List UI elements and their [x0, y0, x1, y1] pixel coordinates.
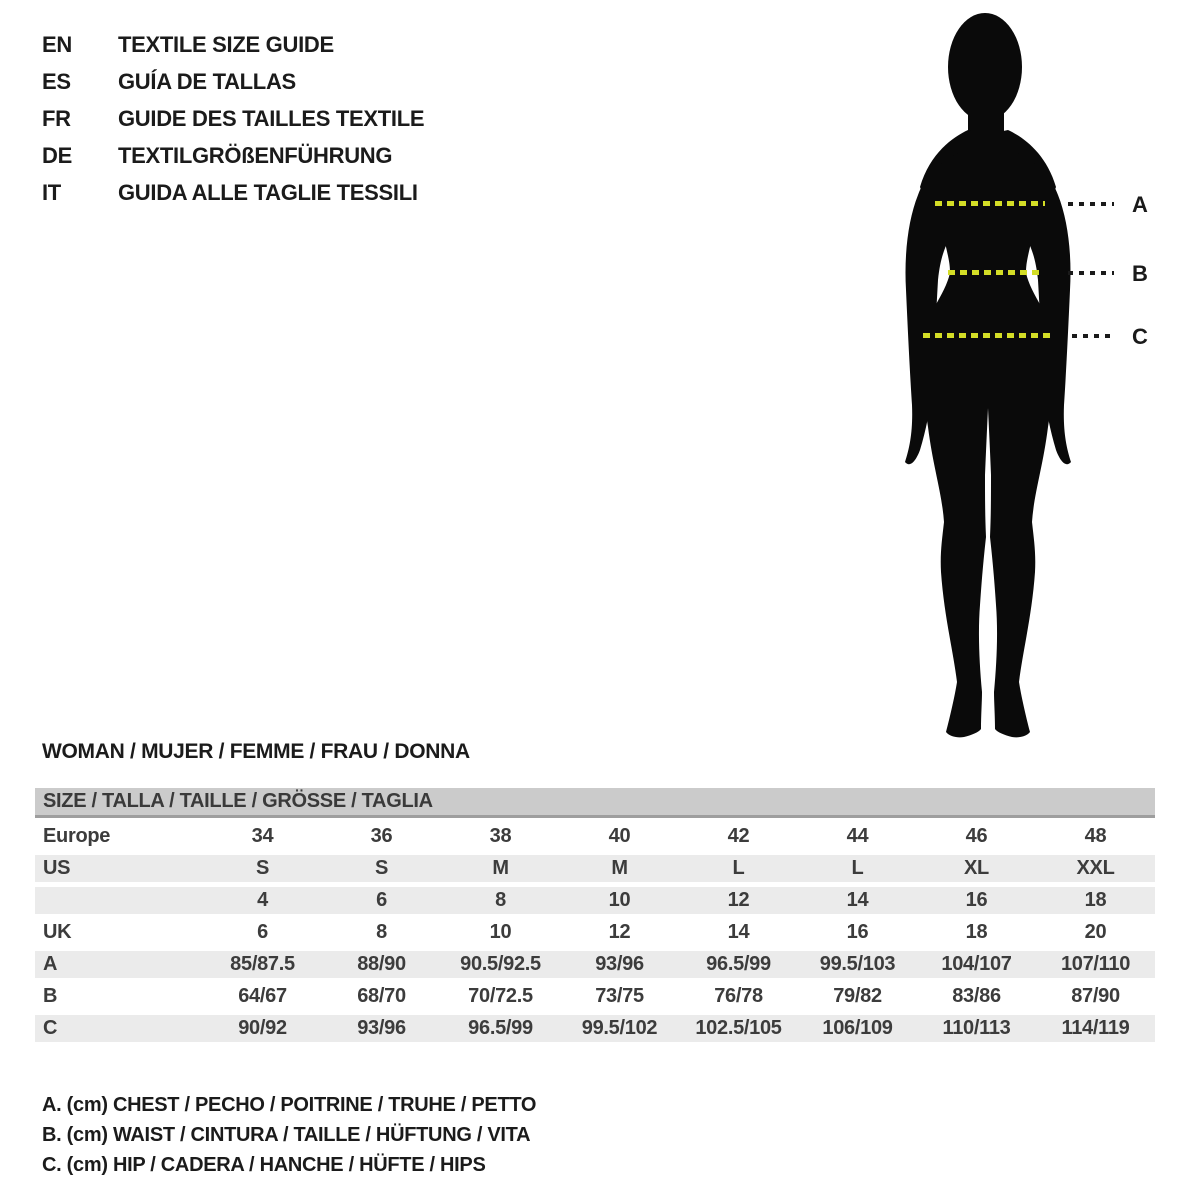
row-label: C	[35, 1013, 203, 1043]
table-row	[35, 821, 1155, 853]
size-cell: 38	[441, 821, 560, 853]
size-cell: 106/109	[798, 1013, 917, 1043]
waist-label: B	[1132, 261, 1148, 286]
row-label: US	[35, 853, 203, 885]
size-cell: 4	[203, 885, 322, 917]
size-cell: M	[560, 853, 679, 885]
row-label	[35, 885, 203, 917]
size-cell: S	[322, 853, 441, 885]
size-cell: 102.5/105	[679, 1013, 798, 1043]
chest-connector-line	[1068, 202, 1114, 206]
size-cell: 110/113	[917, 1013, 1036, 1043]
size-cell: 76/78	[679, 981, 798, 1013]
size-cell: 14	[679, 917, 798, 949]
size-cell: 10	[441, 917, 560, 949]
size-cell: XXL	[1036, 853, 1155, 885]
size-cell: 18	[1036, 885, 1155, 917]
woman-silhouette	[858, 5, 1118, 745]
size-cell: 85/87.5	[203, 949, 322, 981]
size-cell: 36	[322, 821, 441, 853]
size-cell: 12	[679, 885, 798, 917]
hip-label: C	[1132, 324, 1148, 349]
section-title-woman: WOMAN / MUJER / FEMME / FRAU / DONNA	[42, 740, 470, 763]
size-cell: 16	[798, 917, 917, 949]
size-cell: 48	[1036, 821, 1155, 853]
language-code: DE	[42, 143, 72, 168]
size-table	[35, 818, 1155, 1042]
size-table-header: SIZE / TALLA / TAILLE / GRÖSSE / TAGLIA	[35, 788, 1155, 818]
size-cell: L	[798, 853, 917, 885]
language-label: GUÍA DE TALLAS	[118, 69, 296, 94]
size-cell: 20	[1036, 917, 1155, 949]
footnote-waist: B. (cm) WAIST / CINTURA / TAILLE / HÜFTUNG / VITA	[42, 1124, 531, 1146]
size-cell: 34	[203, 821, 322, 853]
size-cell: 73/75	[560, 981, 679, 1013]
size-cell: 70/72.5	[441, 981, 560, 1013]
row-label: Europe	[35, 821, 203, 853]
size-table-body	[35, 821, 1155, 1043]
size-cell: 107/110	[1036, 949, 1155, 981]
size-cell: 96.5/99	[679, 949, 798, 981]
size-cell: 68/70	[322, 981, 441, 1013]
size-cell: 64/67	[203, 981, 322, 1013]
language-row-it	[42, 174, 424, 211]
size-table-section	[35, 788, 1155, 1042]
size-cell: M	[441, 853, 560, 885]
size-cell: 46	[917, 821, 1036, 853]
size-cell: 12	[560, 917, 679, 949]
footnote-hip: C. (cm) HIP / CADERA / HANCHE / HÜFTE / HIPS	[42, 1154, 486, 1176]
size-cell: 96.5/99	[441, 1013, 560, 1043]
language-code: ES	[42, 69, 71, 94]
size-cell: S	[203, 853, 322, 885]
language-code: FR	[42, 106, 71, 131]
table-row	[35, 981, 1155, 1013]
table-row	[35, 949, 1155, 981]
size-cell: XL	[917, 853, 1036, 885]
size-cell: 99.5/102	[560, 1013, 679, 1043]
size-cell: 87/90	[1036, 981, 1155, 1013]
chest-label: A	[1132, 192, 1148, 217]
size-cell: 10	[560, 885, 679, 917]
size-cell: 44	[798, 821, 917, 853]
waist-connector-line	[1068, 271, 1114, 275]
size-cell: 8	[322, 917, 441, 949]
language-code: EN	[42, 32, 72, 57]
size-cell: L	[679, 853, 798, 885]
table-row	[35, 885, 1155, 917]
size-cell: 93/96	[560, 949, 679, 981]
table-row	[35, 853, 1155, 885]
row-label: UK	[35, 917, 203, 949]
language-row-de	[42, 137, 424, 174]
size-cell: 83/86	[917, 981, 1036, 1013]
hip-connector-line	[1072, 334, 1116, 338]
size-cell: 16	[917, 885, 1036, 917]
language-row-fr	[42, 100, 424, 137]
size-cell: 88/90	[322, 949, 441, 981]
size-cell: 93/96	[322, 1013, 441, 1043]
language-label: GUIDE DES TAILLES TEXTILE	[118, 106, 425, 131]
chest-measure-line	[935, 201, 1045, 206]
waist-measure-line	[948, 270, 1040, 275]
language-label: TEXTILGRÖßENFÜHRUNG	[118, 143, 393, 168]
footnote-chest: A. (cm) CHEST / PECHO / POITRINE / TRUHE / PETTO	[42, 1094, 537, 1116]
language-code: IT	[42, 180, 61, 205]
size-cell: 6	[322, 885, 441, 917]
table-row	[35, 917, 1155, 949]
size-cell: 90.5/92.5	[441, 949, 560, 981]
size-cell: 90/92	[203, 1013, 322, 1043]
size-cell: 79/82	[798, 981, 917, 1013]
size-cell: 114/119	[1036, 1013, 1155, 1043]
size-cell: 104/107	[917, 949, 1036, 981]
table-row	[35, 1013, 1155, 1043]
hip-measure-line	[923, 333, 1050, 338]
size-cell: 18	[917, 917, 1036, 949]
size-cell: 6	[203, 917, 322, 949]
language-label: GUIDA ALLE TAGLIE TESSILI	[118, 180, 418, 205]
language-title-list	[42, 26, 424, 211]
language-label: TEXTILE SIZE GUIDE	[118, 32, 334, 57]
row-label: A	[35, 949, 203, 981]
size-cell: 42	[679, 821, 798, 853]
row-label: B	[35, 981, 203, 1013]
size-cell: 99.5/103	[798, 949, 917, 981]
measurement-footnotes	[42, 1090, 536, 1180]
language-row-en	[42, 26, 424, 63]
size-cell: 14	[798, 885, 917, 917]
language-row-es	[42, 63, 424, 100]
size-cell: 8	[441, 885, 560, 917]
size-cell: 40	[560, 821, 679, 853]
